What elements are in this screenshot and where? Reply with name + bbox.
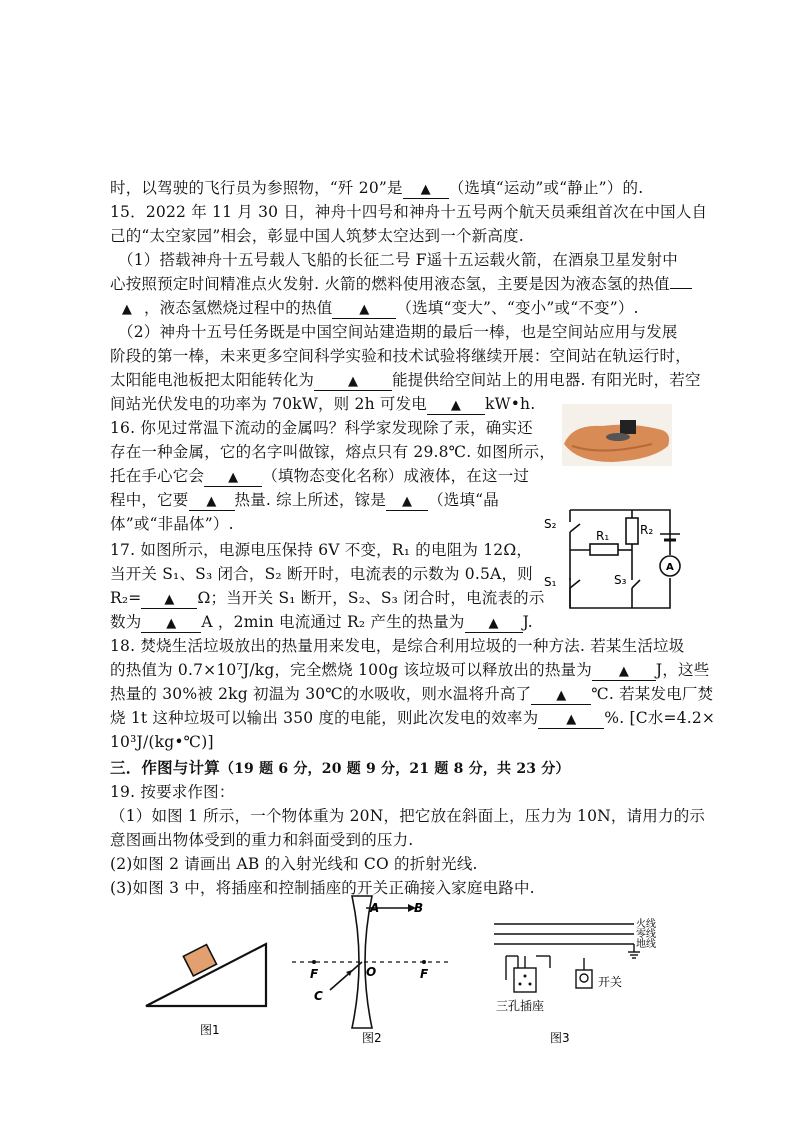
question-15-line: 15．2022 年 11 月 30 日，神舟十四号和神舟十五号两个航天员乘组首次在中国人自 [110,203,708,221]
text-line-22: 热量的 30%被 2kg 初温为 30℃的水吸收，则水温将升高了 ▲ ℃. 若某发电厂焚 [110,685,714,703]
text-line-29: (2)如图 2 请画出 AB 的入射光线和 CO 的折射光线. [110,855,478,873]
text-line-14: 程中，它要 ▲ 热量. 综上所述，镓是 ▲ （选填“晶 [110,491,500,509]
answer-blank[interactable]: ▲ [427,398,485,415]
resistor-r1-label: R₁ [596,529,610,543]
answer-blank[interactable]: ▲ [531,688,591,705]
text-line-12: 存在一种金属，它的名字叫做镓，熔点只有 29.8℃. 如图所示， [110,443,556,461]
gallium-hand-photo [562,404,672,466]
figure-1-caption: 图1 [200,1023,220,1037]
focus-left-label: F [310,967,319,981]
switch-s2-label: S₂ [544,517,557,531]
question-19-line: 19. 按要求作图： [110,783,235,801]
resistor-r2-label: R₂ [640,523,654,537]
answer-blank[interactable]: ▲ [332,302,396,319]
text-line-23: 烧 1t 这种垃圾可以输出 350 度的电能，则此次发电的效率为 ▲ %. [C水=4.2× [110,709,716,727]
answer-blank[interactable]: ▲ [204,470,262,487]
live-wire-label: 火线 [636,919,656,930]
answer-blank[interactable]: ▲ [314,374,392,391]
text-line-9: 太阳能电池板把太阳能转化为 ▲ 能提供给空间站上的用电器. 有阳光时，若空 [110,371,701,389]
figure-2-lens [290,890,450,1050]
socket-label: 三孔插座 [496,999,545,1013]
answer-blank[interactable]: ▲ [538,712,604,729]
text-line-28: 意图画出物体受到的重力和斜面受到的压力. [110,831,414,849]
answer-blank[interactable]: ▲ [592,664,656,681]
switch-s3-label: S₃ [614,573,627,587]
figure-3-household-circuit [490,910,670,1052]
ground-wire-label: 地线 [636,939,656,950]
point-b-label: B [414,901,424,915]
text-line-1: 时，以驾驶的飞行员为参照物，“歼 20”是 ▲ （选填“运动”或“静止”）的. [110,179,644,197]
answer-blank[interactable]: ▲ [403,182,449,199]
figure-3-caption: 图3 [550,1031,570,1045]
switch-label: 开关 [598,975,623,989]
point-o-label: O [366,965,377,979]
question-17-line: 17. 如图所示，电源电压保持 6V 不变，R₁ 的电阻为 12Ω， [110,541,533,559]
text-line-21: 的热值为 0.7×10⁷J/kg，完全燃烧 100g 该垃圾可以释放出的热量为 ▲ J，这些 [110,661,710,679]
answer-blank[interactable] [670,288,692,289]
point-a-label: A [370,901,380,915]
answer-blank[interactable]: ▲ [141,592,197,609]
text-line-8: 阶段的第一棒，未来更多空间科学实验和技术试验将继续开展：空间站在轨运行时， [110,347,691,365]
figure-1-incline [140,930,280,1040]
text-line-19: 数为 ▲ A ，2min 电流通过 R₂ 产生的热量为 ▲ J. [110,613,533,631]
text-line-15: 体”或“非晶体”）. [110,515,234,533]
text-line-27: （1）如图 1 所示，一个物体重为 20N，把它放在斜面上，压力为 10N，请用力的示 [110,807,706,825]
ammeter-label: A [666,562,674,573]
answer-blank[interactable]: ▲ [465,616,523,633]
figure-2-caption: 图2 [362,1031,382,1045]
text-line-3: 己的“太空家园”相会，彰显中国人筑梦太空达到一个新高度. [110,227,524,245]
text-line-6: ▲ ，液态氢燃烧过程中的热值 ▲ （选填“变大”、“变小”或“不变”）. [110,298,639,319]
text-line-5: 心按照预定时间精准点火发射. 火箭的燃料使用液态氢，主要是因为液态氢的热值 [110,274,692,294]
text-line-7: （2）神舟十五号任务既是中国空间站建造期的最后一棒，也是空间站应用与发展 [118,323,678,341]
text-line-10: 间站光伏发电的功率为 70kW，则 2h 可发电 ▲ kW•h. [110,395,536,413]
neutral-wire-label: 零线 [636,929,656,940]
point-c-label: C [314,989,323,1003]
question-16-line: 16. 你见过常温下流动的金属吗？科学家发现除了汞，确实还 [110,419,533,437]
answer-blank[interactable]: ▲ [121,302,133,317]
focus-right-label: F [420,967,429,981]
circuit-diagram [540,500,692,618]
section-3-heading: 三．作图与计算（19 题 6 分，20 题 9 分，21 题 8 分，共 23 分） [110,758,570,777]
text-line-17: 当开关 S₁、S₃ 闭合，S₂ 断开时，电流表的示数为 0.5A，则 [110,565,533,583]
answer-blank[interactable]: ▲ [141,616,201,633]
answer-blank[interactable]: ▲ [189,494,235,511]
text-line-4: （1）搭载神舟十五号载人飞船的长征二号 F遥十五运载火箭，在酒泉卫星发射中 [118,251,678,269]
text-line-13: 托在手心它会 ▲ （填物态变化名称）成液体，在这一过 [110,467,530,485]
switch-s1-label: S₁ [544,575,557,589]
answer-blank[interactable]: ▲ [386,494,428,511]
text-line-18: R₂= ▲ Ω；当开关 S₁ 断开，S₂、S₃ 闭合时，电流表的示 [110,589,545,607]
text-line-24: 10³J/(kg•℃)] [110,733,214,751]
question-18-line: 18. 焚烧生活垃圾放出的热量用来发电，是综合利用垃圾的一种方法. 若某生活垃圾 [110,637,685,655]
text-line-30: (3)如图 3 中，将插座和控制插座的开关正确接入家庭电路中. [110,879,535,897]
